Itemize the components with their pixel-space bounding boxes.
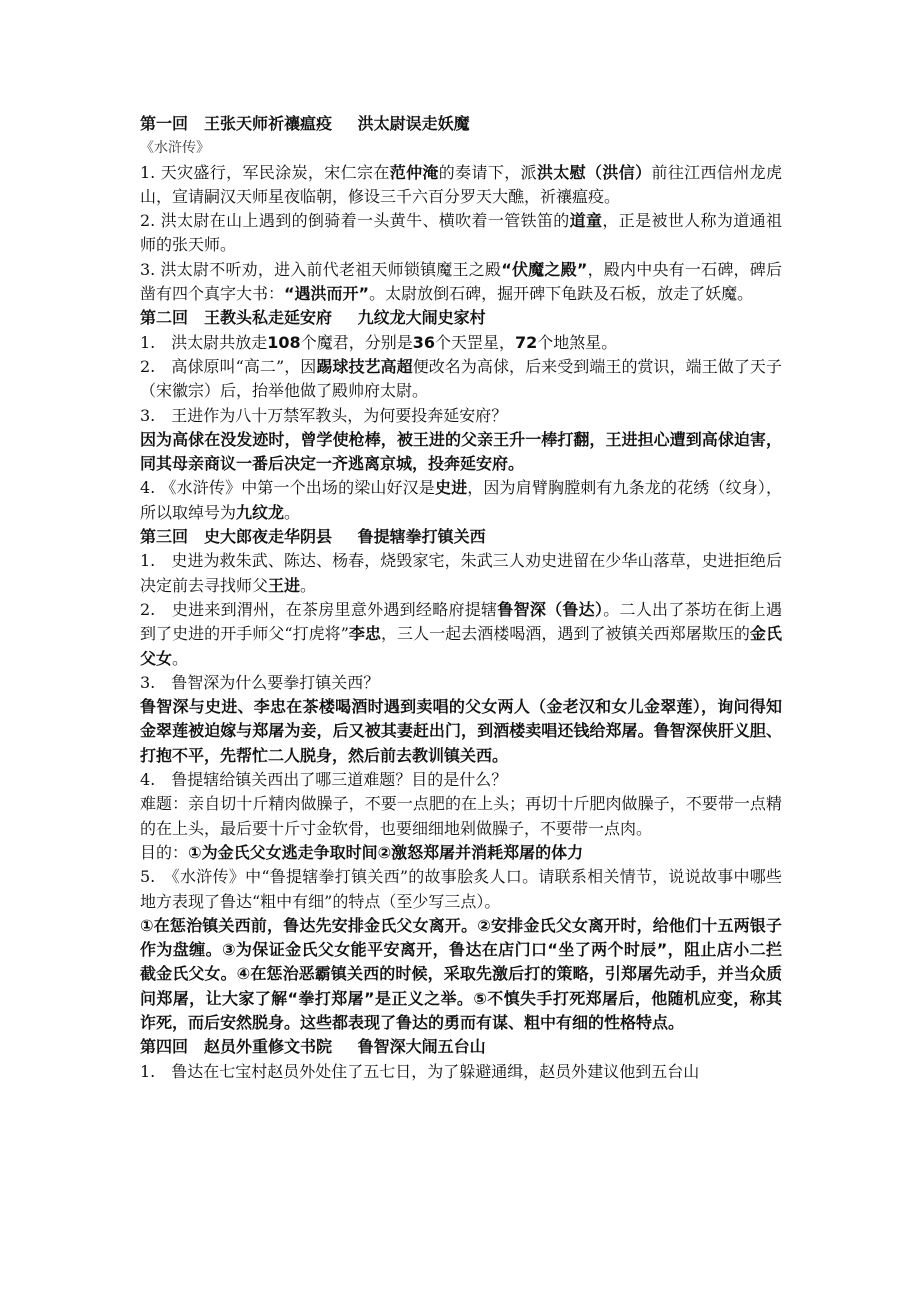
paragraph: 1. 洪太尉共放走108个魔君，分别是36个天罡星，72个地煞星。	[140, 332, 618, 352]
answer: 因为高俅在没发迹时，曾学使枪棒，被王进的父亲王升一棒打翻，王进担心遭到高俅迫害，同其母亲商议一番后决定一齐逃离京城，投奔延安府。	[140, 429, 782, 474]
question: 5. 《水浒传》中“鲁提辖拳打镇关西”的故事脍炙人口。请联系相关情节，说说故事中哪些地方表现了鲁达“粗中有细”的特点（至少写三点）。	[140, 867, 782, 911]
answer: 鲁智深与史进、李忠在茶楼喝酒时遇到卖唱的父女两人（金老汉和女儿金翠莲），询问得知金翠莲被迫嫁与郑屠为妾，后又被其妻赶出门，到酒楼卖唱还钱给郑屠。鲁智深侠肝义胆、打抱不平，先帮忙二人脱身，然后前去教训镇关西。	[140, 697, 782, 765]
question: 3. 鲁智深为什么要拳打镇关西？	[140, 672, 380, 692]
answer-text: 难题：亲自切十斤精肉做臊子，不要一点肥的在上头；再切十斤肥肉做臊子，不要带一点精的在上头，最后要十斤寸金软骨，也要细细地剁做臊子，不要带一点肉。	[140, 794, 782, 838]
chapter-2-title: 第二回 王教头私走延安府 九纹龙大闹史家村	[140, 308, 486, 328]
paragraph: 2. 高俅原叫“高二”，因踢球技艺高超便改名为高俅，后来受到端王的赏识，端王做了天子（宋徽宗）后，抬举他做了殿帅府太尉。	[140, 356, 782, 401]
answer: ①在惩治镇关西前，鲁达先安排金氏父女离开。②安排金氏父女离开时，给他们十五两银子作为盘缠。③为保证金氏父女能平安离开，鲁达在店门口“坐了两个时辰”，阻止店小二拦截金氏父女。④在惩治恶霸镇关西的时候，采取先激后打的策略，引郑屠先动手，并当众质问郑屠，让大家了解“拳打郑屠”是正义之举。⑤不慎失手打死郑屠后，他随机应变，称其诈死，而后安然脱身。这些都表现了鲁达的勇而有谋、粗中有细的性格特点。	[140, 915, 782, 1032]
paragraph: 2. 洪太尉在山上遇到的倒骑着一头黄牛、横吹着一管铁笛的道童，正是被世人称为道通祖师的张天师。	[140, 211, 782, 255]
paragraph: 3. 洪太尉不听劝，进入前代老祖天师锁镇魔王之殿“伏魔之殿”，殿内中央有一石碑，碑后凿有四个真字大书：“遇洪而开”。太尉放倒石碑，掘开碑下龟趺及石板，放走了妖魔。	[140, 259, 782, 304]
question: 3. 王进作为八十万禁军教头，为何要投奔延安府？	[140, 405, 508, 425]
paragraph: 1. 天灾盛行，军民涂炭，宋仁宗在范仲淹的奏请下，派洪太慰（洪信）前往江西信州龙虎山，宣请嗣汉天师星夜临朝，修设三千六百分罗天大醮，祈禳瘟疫。	[140, 162, 782, 206]
paragraph: 4. 《水浒传》中第一个出场的梁山好汉是史进，因为肩臂胸膛刺有九条龙的花绣（纹身），所以取绰号为九纹龙。	[140, 478, 782, 522]
chapter-4-title: 第四回 赵员外重修文书院 鲁智深大闹五台山	[140, 1037, 486, 1057]
chapter-1-title: 第一回 王张天师祈禳瘟疫 洪太尉误走妖魔	[140, 114, 470, 133]
paragraph: 1. 鲁达在七宝村赵员外处住了五七日，为了躲避通缉，赵员外建议他到五台山	[140, 1061, 700, 1081]
paragraph: 2. 史进来到渭州，在茶房里意外遇到经略府提辖鲁智深（鲁达）。二人出了茶坊在街上遇到了史进的开手师父“打虎将”李忠，三人一起去酒楼喝酒，遇到了被镇关西郑屠欺压的金氏父女。	[140, 599, 782, 668]
answer-text: 目的：①为金氏父女逃走争取时间②激怒郑屠并消耗郑屠的体力	[140, 842, 584, 862]
document-page	[140, 112, 782, 1084]
book-subtitle: 《水浒传》	[140, 140, 210, 157]
chapter-3-title: 第三回 史大郎夜走华阴县 鲁提辖拳打镇关西	[140, 527, 486, 547]
paragraph: 1. 史进为救朱武、陈达、杨春，烧毁家宅，朱武三人劝史进留在少华山落草，史进拒绝后决定前去寻找师父王进。	[140, 551, 782, 595]
question: 4. 鲁提辖给镇关西出了哪三道难题？目的是什么？	[140, 770, 508, 790]
